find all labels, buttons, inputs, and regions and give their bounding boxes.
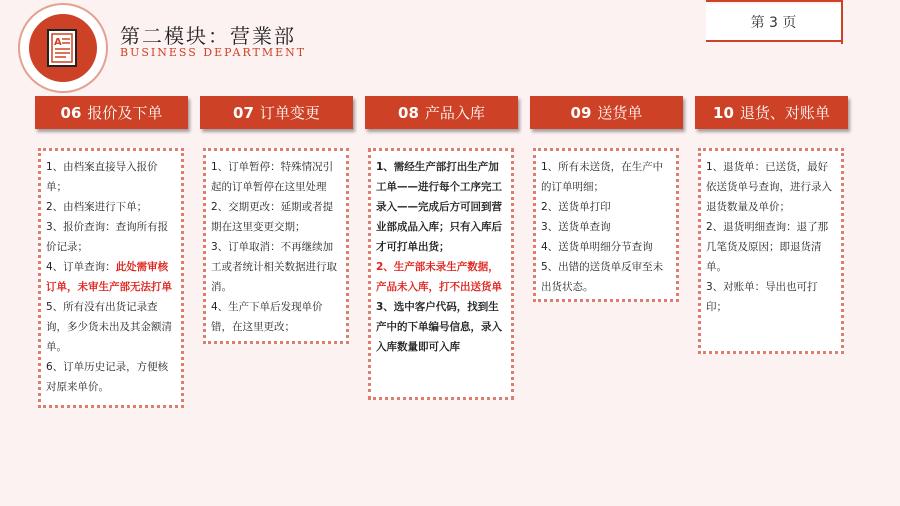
column-label: 送货单 bbox=[597, 104, 643, 122]
list-item bbox=[46, 217, 176, 257]
highlight-text: 此处需审核订单，未审生产部无法打单 bbox=[46, 261, 172, 293]
list-item bbox=[541, 237, 671, 257]
item-text: 3、订单取消：不再继续加工或者统计相关数据进行取消。 bbox=[211, 241, 337, 293]
item-text: 5、出错的送货单反审至未出货状态。 bbox=[541, 261, 664, 293]
page-number-label: 第 3 页 bbox=[750, 15, 797, 31]
column-card-07 bbox=[203, 148, 349, 344]
item-text: 1、退货单：已送货，最好依送货单号查询，进行录入退货数量及单价； bbox=[706, 161, 832, 213]
column-header-08 bbox=[365, 96, 518, 129]
item-text: 4、送货单明细分节查询 bbox=[541, 241, 653, 253]
column-card-06 bbox=[38, 148, 184, 408]
item-text: 2、送货单打印 bbox=[541, 201, 611, 213]
item-text: 5、所有没有出货记录查询，多少货未出及其金额清单。 bbox=[46, 301, 172, 353]
page-number bbox=[706, 4, 841, 42]
svg-text:A: A bbox=[54, 37, 62, 48]
list-item bbox=[541, 257, 671, 297]
column-label: 报价及下单 bbox=[87, 104, 163, 122]
list-item bbox=[376, 257, 506, 297]
column-number: 06 bbox=[60, 103, 82, 122]
list-item bbox=[376, 157, 506, 257]
column-header-06 bbox=[35, 96, 188, 129]
column-header-07 bbox=[200, 96, 353, 129]
list-item bbox=[706, 277, 836, 317]
column-header-09 bbox=[530, 96, 683, 129]
item-text: 3、对账单：导出也可打印； bbox=[706, 281, 818, 313]
list-item bbox=[706, 157, 836, 217]
logo bbox=[18, 3, 108, 93]
item-text: 2、退货明细查询：退了那几笔货及原因；即退货清单。 bbox=[706, 221, 829, 273]
list-item bbox=[46, 257, 176, 297]
column-card-09 bbox=[533, 148, 679, 302]
item-text: 4、订单查询： bbox=[46, 261, 116, 273]
item-text: 3、报价查询：查询所有报价记录； bbox=[46, 221, 169, 253]
column-card-10 bbox=[698, 148, 844, 354]
item-text: 2、交期更改：延期或者提期在这里变更交期； bbox=[211, 201, 334, 233]
list-item bbox=[541, 197, 671, 217]
list-item bbox=[211, 157, 341, 197]
list-item bbox=[376, 297, 506, 357]
column-label: 订单变更 bbox=[259, 104, 320, 122]
list-item bbox=[706, 217, 836, 277]
column-label: 退货、对账单 bbox=[739, 104, 830, 122]
list-item bbox=[46, 357, 176, 397]
column-label: 产品入库 bbox=[424, 104, 485, 122]
item-text: 3、选中客户代码，找到生产中的下单编号信息，录入入库数量即可入库 bbox=[376, 301, 502, 353]
item-text: 1、由档案直接导入报价单； bbox=[46, 161, 158, 193]
item-text: 1、需经生产部打出生产加工单——进行每个工序完工录入——完成后方可回到营业部成品入库；只有入库后才可打单出货； bbox=[376, 161, 502, 253]
column-number: 07 bbox=[233, 103, 254, 122]
document-icon bbox=[29, 14, 97, 82]
item-text: 6、订单历史记录，方便核对原来单价。 bbox=[46, 361, 169, 393]
item-text: 1、所有未送货，在生产中的订单明细； bbox=[541, 161, 664, 193]
list-item bbox=[211, 197, 341, 237]
item-text: 3、送货单查询 bbox=[541, 221, 611, 233]
list-item bbox=[46, 197, 176, 217]
list-item bbox=[541, 157, 671, 197]
list-item bbox=[211, 237, 341, 297]
highlight-text: 2、生产部未录生产数据，产品未入库，打不出送货单 bbox=[376, 261, 502, 293]
page-title: 第二模块：营業部 bbox=[120, 24, 296, 48]
column-card-08 bbox=[368, 148, 514, 400]
column-number: 10 bbox=[713, 103, 734, 122]
page-subtitle: BUSINESS DEPARTMENT bbox=[120, 46, 307, 59]
column-number: 08 bbox=[398, 103, 419, 122]
item-text: 4、生产下单后发现单价错，在这里更改； bbox=[211, 301, 323, 333]
column-header-10 bbox=[695, 96, 848, 129]
item-text: 1、订单暂停：特殊情况引起的订单暂停在这里处理 bbox=[211, 161, 334, 193]
list-item bbox=[46, 157, 176, 197]
list-item bbox=[211, 297, 341, 337]
list-item bbox=[541, 217, 671, 237]
list-item bbox=[46, 297, 176, 357]
item-text: 2、由档案进行下单； bbox=[46, 201, 148, 213]
column-number: 09 bbox=[570, 103, 592, 122]
